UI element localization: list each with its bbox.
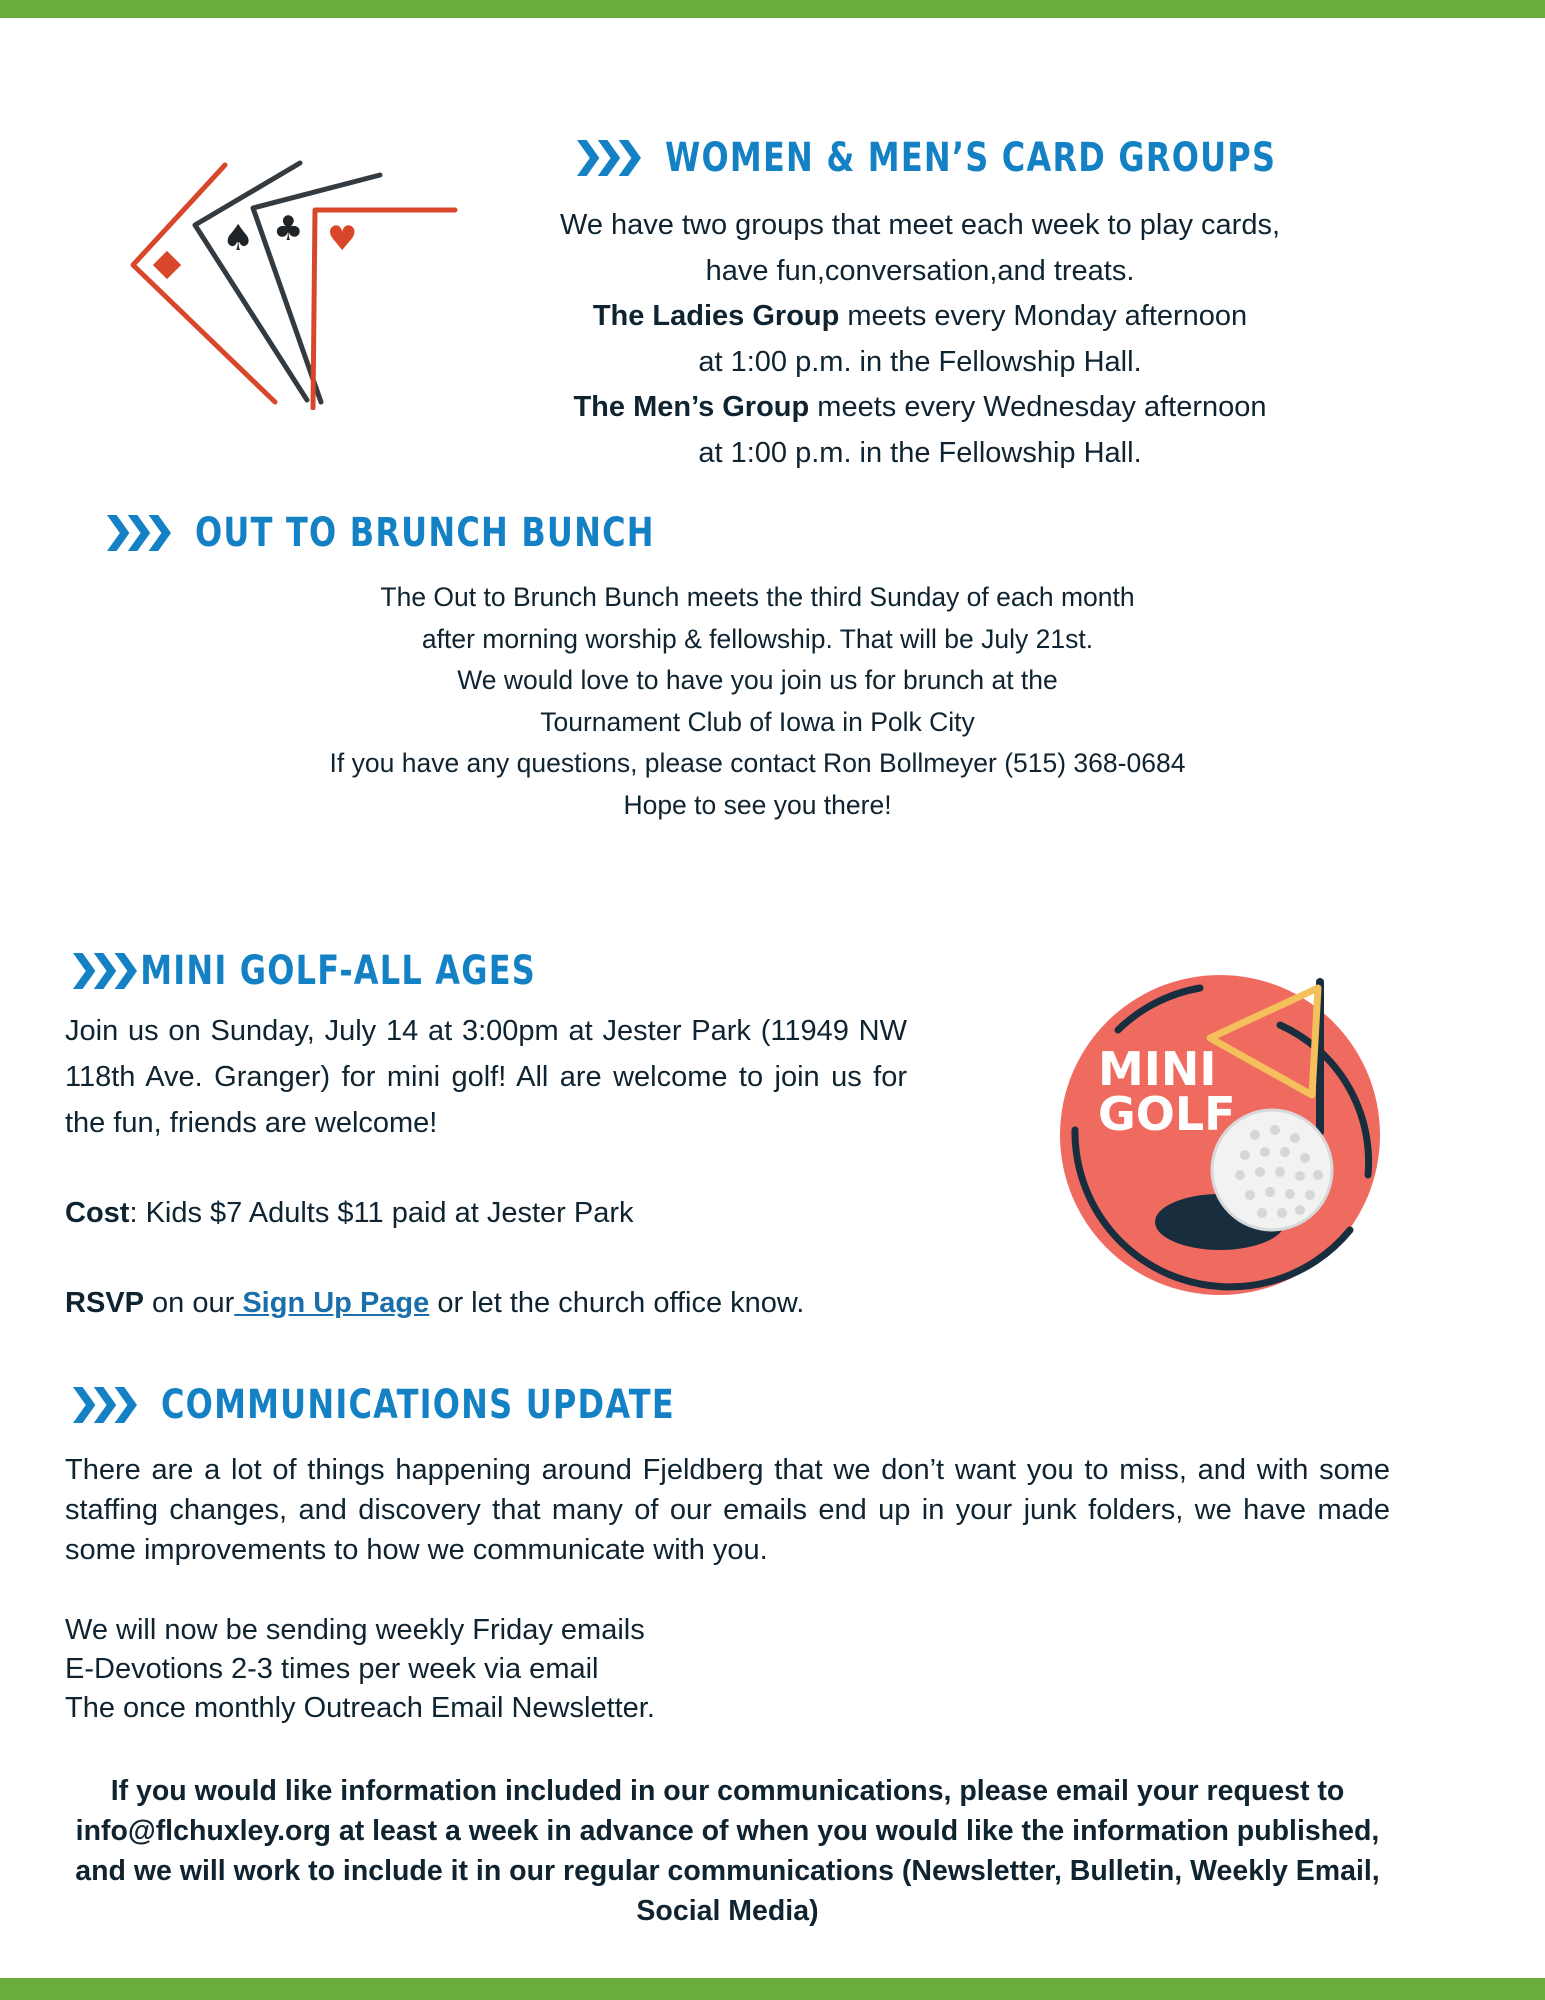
communications-list [65, 1611, 655, 1728]
sign-up-page-link[interactable]: Sign Up Page [234, 1287, 430, 1319]
mens-group-line [560, 385, 1280, 431]
svg-text:♣: ♣ [273, 209, 304, 249]
svg-text:♥: ♥ [327, 219, 358, 259]
bottom-border [0, 1978, 1545, 2000]
mini-golf-logo [1050, 970, 1390, 1310]
brunch-line: The Out to Brunch Bunch meets the third Sunday of each month [380, 582, 1135, 612]
top-border [0, 0, 1545, 18]
brunch-title: OUT TO BRUNCH BUNCH [195, 510, 655, 556]
ladies-group-time: at 1:00 p.m. in the Fellowship Hall. [698, 345, 1142, 378]
playing-cards-icon [125, 150, 465, 410]
communications-note: If you would like information included in our communications, please email your request to info@flchuxley.org at least a week in advance of when you would like the information published, and we will work to include it in our regular communications (Newsletter, Bulletin, Weekly Email, Social Media) [75, 1775, 1380, 1927]
mini-golf-cost [65, 1190, 633, 1236]
list-item: The once monthly Outreach Email Newsletter. [65, 1692, 655, 1724]
svg-text:♠: ♠ [222, 218, 255, 259]
list-item: We will now be sending weekly Friday emails [65, 1614, 645, 1646]
communications-body: There are a lot of things happening around Fjeldberg that we don’t want you to miss, and with some staffing changes, and discovery that many of our emails end up in your junk folders, we have made some improvements to how we communicate with you. [65, 1454, 1390, 1566]
cost-text: : Kids $7 Adults $11 paid at Jester Park [129, 1197, 634, 1229]
logo-mini-text: MINI [1098, 1042, 1217, 1096]
card-groups-body [560, 203, 1280, 476]
mens-group-label: The Men’s Group [573, 391, 810, 423]
communications-title: COMMUNICATIONS UPDATE [161, 1382, 675, 1428]
mini-golf-body: Join us on Sunday, July 14 at 3:00pm at Jester Park (11949 NW 118th Ave. Granger) for mini golf! All are welcome to join us for the fun, friends are welcome! [65, 1015, 907, 1139]
triple-chevron-right-icon [577, 136, 641, 180]
brunch-line: Tournament Club of Iowa in Polk City [540, 706, 975, 737]
triple-chevron-right-icon [73, 1383, 137, 1427]
brunch-line: We would love to have you join us for brunch at the [457, 665, 1058, 695]
list-item: E-Devotions 2-3 times per week via email [65, 1653, 599, 1685]
mini-golf-rsvp [65, 1280, 804, 1326]
brunch-line: after morning worship & fellowship. That will be July 21st. [421, 623, 1094, 654]
card-groups-line2: have fun,conversation,and treats. [705, 254, 1135, 287]
brunch-body [230, 577, 1285, 826]
mens-group-schedule: meets every Wednesday afternoon [809, 391, 1267, 423]
triple-chevron-right-icon [73, 949, 137, 993]
rsvp-end: or let the church office know. [429, 1287, 805, 1319]
communications-heading [73, 1382, 675, 1428]
mini-golf-title: MINI GOLF-ALL AGES [140, 948, 537, 994]
brunch-line: Hope to see you there! [623, 789, 892, 820]
card-groups-line1: We have two groups that meet each week to play cards, [560, 209, 1281, 241]
ladies-group-schedule: meets every Monday afternoon [839, 300, 1248, 332]
brunch-heading [107, 510, 655, 556]
ladies-group-label: The Ladies Group [592, 300, 840, 332]
mini-golf-heading [73, 948, 536, 994]
card-groups-heading [577, 135, 1276, 181]
mens-group-time: at 1:00 p.m. in the Fellowship Hall. [698, 436, 1142, 469]
rsvp-mid: on our [143, 1287, 235, 1319]
logo-golf-text: GOLF [1098, 1087, 1236, 1141]
rsvp-label: RSVP [65, 1287, 144, 1319]
brunch-line: If you have any questions, please contact Ron Bollmeyer (515) 368-0684 [329, 748, 1186, 778]
cost-label: Cost [65, 1197, 130, 1229]
card-groups-title: WOMEN & MEN’S CARD GROUPS [665, 135, 1277, 181]
triple-chevron-right-icon [107, 511, 171, 555]
ladies-group-line [560, 294, 1280, 340]
